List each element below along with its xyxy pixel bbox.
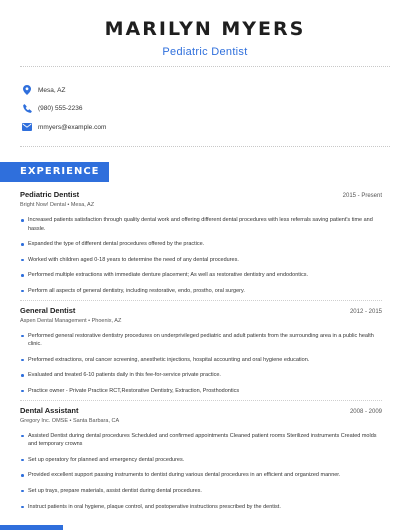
phone-icon <box>20 102 34 116</box>
job-bullet: Evaluated and treated 6-10 patients daily in this fee-for-service private practice. <box>20 371 382 380</box>
job-company-line: Aspen Dental Management • Phoenix, AZ <box>20 317 122 324</box>
job-bullet: Performed multiple extractions with immediate denture placement; As well as restorative dentistry and endodontics. <box>20 271 382 280</box>
job-divider <box>20 300 382 301</box>
job-company-line: Bright Now! Dental • Mesa, AZ <box>20 202 95 208</box>
contact-email-text[interactable]: mmyers@example.com <box>38 123 107 131</box>
job-bullet: Assisted Dentist during dental procedures Scheduled and confirmed appointments Cleaned patient rooms Sterilized instruments Created molds and temporary crowns <box>20 432 382 449</box>
job-bullet: Worked with children aged 0-18 years to determine the need of any dental procedures. <box>20 256 382 265</box>
job-bullet: Perform all aspects of general dentistry, including restorative, endo, prostho, oral surgery. <box>20 287 382 296</box>
job-title: Dental Assistant <box>20 405 79 415</box>
job-entry <box>20 406 382 512</box>
contact-phone <box>20 100 106 119</box>
job-entry <box>20 306 382 396</box>
job-bullet: Performed general restorative dentistry procedures on underprivileged pediatric and adult patients from the surrounding area in a public health clinic. <box>20 332 382 349</box>
job-bullets <box>20 432 382 512</box>
job-bullet: Instruct patients in oral hygiene, plaque control, and postoperative instructions prescribed by the dentist. <box>20 503 382 512</box>
job-dates: 2015 - Present <box>342 193 382 199</box>
experience-section-title: EXPERIENCE <box>20 166 100 177</box>
candidate-name: MARILYN MYERS <box>104 18 306 40</box>
email-icon <box>20 120 34 134</box>
job-bullets <box>20 332 382 396</box>
job-title: General Dentist <box>20 305 76 315</box>
job-entry <box>20 190 382 296</box>
resume-header <box>0 18 410 58</box>
experience-section-header <box>0 162 109 182</box>
job-bullet: Preformed extractions, oral cancer screening, anesthetic injections, hospital accounting and oral hygiene education. <box>20 356 382 365</box>
job-bullet: Practice owner - Private Practice RCT,Restorative Dentistry, Extraction, Prosthodontics <box>20 387 382 396</box>
job-location: Santa Barbara, CA <box>72 417 120 424</box>
job-bullet: Set up trays, prepare materials, assist dentist during dental procedures. <box>20 487 382 496</box>
contact-phone-text: (980) 555-2236 <box>38 105 83 113</box>
job-company: Gregory Inc. OMSE <box>20 417 68 424</box>
job-company: Aspen Dental Management <box>20 317 87 324</box>
contact-location <box>20 81 106 100</box>
job-company-line: Gregory Inc. OMSE • Santa Barbara, CA <box>20 417 120 424</box>
header-divider <box>20 66 390 67</box>
job-bullet: Provided excellent support passing instruments to dentist during various dental procedures in an efficient and organized manner. <box>20 471 382 480</box>
candidate-role: Pediatric Dentist <box>162 46 248 58</box>
job-dates: 2012 - 2015 <box>349 308 382 315</box>
job-title: Pediatric Dentist <box>20 190 80 199</box>
contact-divider <box>20 146 390 147</box>
job-bullet: Increased patients satisfaction through quality dental work and offering different dental procedures with less referrals saving patient's time and hassle. <box>20 216 382 233</box>
job-bullet: Set up operatory for planned and emergency dental procedures. <box>20 456 382 465</box>
job-divider <box>20 400 382 401</box>
next-section-bar <box>0 525 63 530</box>
job-dates: 2008 - 2009 <box>349 408 382 415</box>
contact-email <box>20 118 106 137</box>
job-location: Mesa, AZ <box>70 202 95 208</box>
job-location: Phoenix, AZ <box>91 317 122 324</box>
experience-list <box>20 190 382 518</box>
location-pin-icon <box>20 83 34 97</box>
contact-location-text: Mesa, AZ <box>38 86 66 94</box>
contact-list <box>20 81 106 137</box>
job-bullets <box>20 216 382 296</box>
job-bullet: Expanded the type of different dental procedures offered by the practice. <box>20 240 382 249</box>
job-company: Bright Now! Dental <box>20 202 66 208</box>
